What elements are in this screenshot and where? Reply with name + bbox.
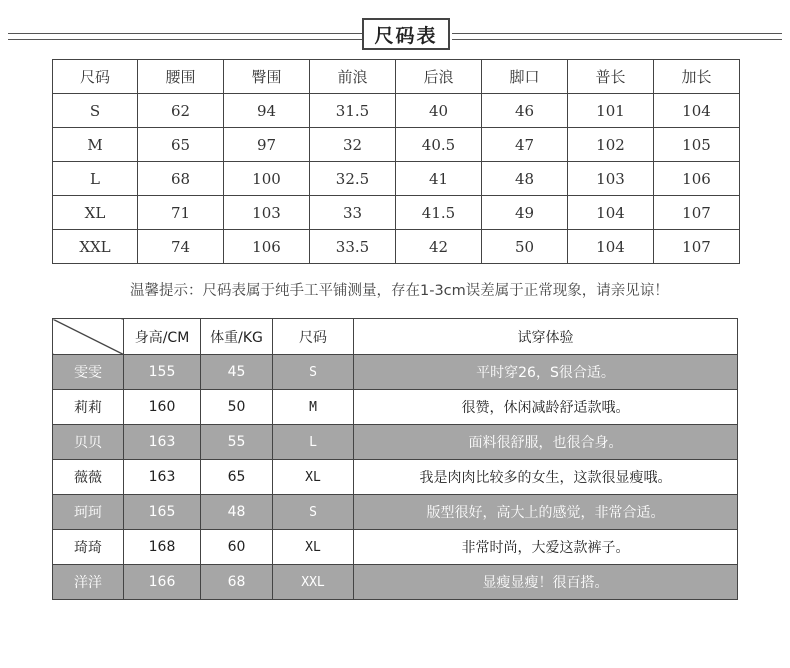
height-cell: 168 xyxy=(124,530,201,565)
weight-cell: 50 xyxy=(201,390,273,425)
table-row xyxy=(53,460,738,495)
weight-cell: 68 xyxy=(201,565,273,600)
header-cell: 脚口 xyxy=(482,60,568,94)
experience-cell: 非常时尚，大爱这款裤子。 xyxy=(354,530,738,565)
size-chart-header-row xyxy=(53,60,740,94)
experience-cell: 显瘦显瘦！很百搭。 xyxy=(354,565,738,600)
measurement-cell: 40.5 xyxy=(396,128,482,162)
height-cell: 160 xyxy=(124,390,201,425)
size-cell: S xyxy=(273,495,354,530)
table-row xyxy=(53,355,738,390)
model-name-cell: 贝贝 xyxy=(53,425,124,460)
measurement-cell: 107 xyxy=(654,230,740,264)
table-row xyxy=(53,530,738,565)
table-row xyxy=(53,162,740,196)
size-label-cell: XL xyxy=(53,196,138,230)
table-row xyxy=(53,425,738,460)
measurement-cell: 103 xyxy=(568,162,654,196)
size-label-cell: S xyxy=(53,94,138,128)
size-cell: S xyxy=(273,355,354,390)
measurement-cell: 94 xyxy=(224,94,310,128)
measurement-note: 温馨提示：尺码表属于纯手工平铺测量，存在1-3cm误差属于正常现象，请亲见谅！ xyxy=(130,283,669,299)
table-row xyxy=(53,128,740,162)
model-name-cell: 琦琦 xyxy=(53,530,124,565)
table-row xyxy=(53,565,738,600)
size-label-cell: L xyxy=(53,162,138,196)
measurement-cell: 33.5 xyxy=(310,230,396,264)
size-cell: XL xyxy=(273,460,354,495)
header-cell: 后浪 xyxy=(396,60,482,94)
table-row xyxy=(53,230,740,264)
experience-cell: 面料很舒服，也很合身。 xyxy=(354,425,738,460)
measurement-cell: 32.5 xyxy=(310,162,396,196)
weight-cell: 48 xyxy=(201,495,273,530)
model-name-cell: 薇薇 xyxy=(53,460,124,495)
weight-cell: 65 xyxy=(201,460,273,495)
measurement-cell: 68 xyxy=(138,162,224,196)
table-row xyxy=(53,495,738,530)
experience-cell: 我是肉肉比较多的女生，这款很显瘦哦。 xyxy=(354,460,738,495)
header-cell: 前浪 xyxy=(310,60,396,94)
height-cell: 163 xyxy=(124,425,201,460)
weight-cell: 55 xyxy=(201,425,273,460)
measurement-cell: 49 xyxy=(482,196,568,230)
measurement-cell: 101 xyxy=(568,94,654,128)
size-chart-table xyxy=(52,59,740,264)
measurement-cell: 106 xyxy=(224,230,310,264)
model-name-cell: 洋洋 xyxy=(53,565,124,600)
header-cell: 身高/CM xyxy=(124,319,201,355)
size-cell: L xyxy=(273,425,354,460)
measurement-cell: 32 xyxy=(310,128,396,162)
measurement-cell: 105 xyxy=(654,128,740,162)
size-label-cell: XXL xyxy=(53,230,138,264)
measurement-cell: 103 xyxy=(224,196,310,230)
header-cell: 普长 xyxy=(568,60,654,94)
size-cell: XXL xyxy=(273,565,354,600)
measurement-cell: 100 xyxy=(224,162,310,196)
weight-cell: 45 xyxy=(201,355,273,390)
table-row xyxy=(53,94,740,128)
measurement-cell: 97 xyxy=(224,128,310,162)
header-cell: 腰围 xyxy=(138,60,224,94)
height-cell: 165 xyxy=(124,495,201,530)
table-row xyxy=(53,196,740,230)
measurement-cell: 48 xyxy=(482,162,568,196)
size-cell: M xyxy=(273,390,354,425)
experience-cell: 版型很好，高大上的感觉，非常合适。 xyxy=(354,495,738,530)
measurement-cell: 74 xyxy=(138,230,224,264)
measurement-cell: 31.5 xyxy=(310,94,396,128)
header-cell: 加长 xyxy=(654,60,740,94)
model-name-cell: 莉莉 xyxy=(53,390,124,425)
fitting-table xyxy=(52,318,738,600)
size-cell: XL xyxy=(273,530,354,565)
measurement-cell: 46 xyxy=(482,94,568,128)
size-label-cell: M xyxy=(53,128,138,162)
header-cell: 臀围 xyxy=(224,60,310,94)
weight-cell: 60 xyxy=(201,530,273,565)
header-cell: 尺码 xyxy=(273,319,354,355)
fitting-header-row xyxy=(53,319,738,355)
diagonal-corner-cell xyxy=(53,319,124,355)
measurement-cell: 102 xyxy=(568,128,654,162)
model-name-cell: 珂珂 xyxy=(53,495,124,530)
measurement-cell: 41.5 xyxy=(396,196,482,230)
measurement-cell: 106 xyxy=(654,162,740,196)
measurement-cell: 104 xyxy=(568,230,654,264)
height-cell: 166 xyxy=(124,565,201,600)
experience-cell: 平时穿26，S很合适。 xyxy=(354,355,738,390)
height-cell: 163 xyxy=(124,460,201,495)
measurement-cell: 65 xyxy=(138,128,224,162)
measurement-cell: 62 xyxy=(138,94,224,128)
measurement-cell: 33 xyxy=(310,196,396,230)
title-rule-right xyxy=(452,33,782,40)
measurement-cell: 50 xyxy=(482,230,568,264)
measurement-cell: 42 xyxy=(396,230,482,264)
measurement-cell: 40 xyxy=(396,94,482,128)
page-title: 尺码表 xyxy=(362,18,450,50)
header-cell: 试穿体验 xyxy=(354,319,738,355)
header-cell: 体重/KG xyxy=(201,319,273,355)
measurement-cell: 71 xyxy=(138,196,224,230)
model-name-cell: 雯雯 xyxy=(53,355,124,390)
title-rule-left xyxy=(8,33,362,40)
experience-cell: 很赞，休闲减龄舒适款哦。 xyxy=(354,390,738,425)
measurement-cell: 41 xyxy=(396,162,482,196)
measurement-cell: 104 xyxy=(568,196,654,230)
table-row xyxy=(53,390,738,425)
measurement-cell: 104 xyxy=(654,94,740,128)
measurement-cell: 107 xyxy=(654,196,740,230)
header-cell: 尺码 xyxy=(53,60,138,94)
measurement-cell: 47 xyxy=(482,128,568,162)
height-cell: 155 xyxy=(124,355,201,390)
